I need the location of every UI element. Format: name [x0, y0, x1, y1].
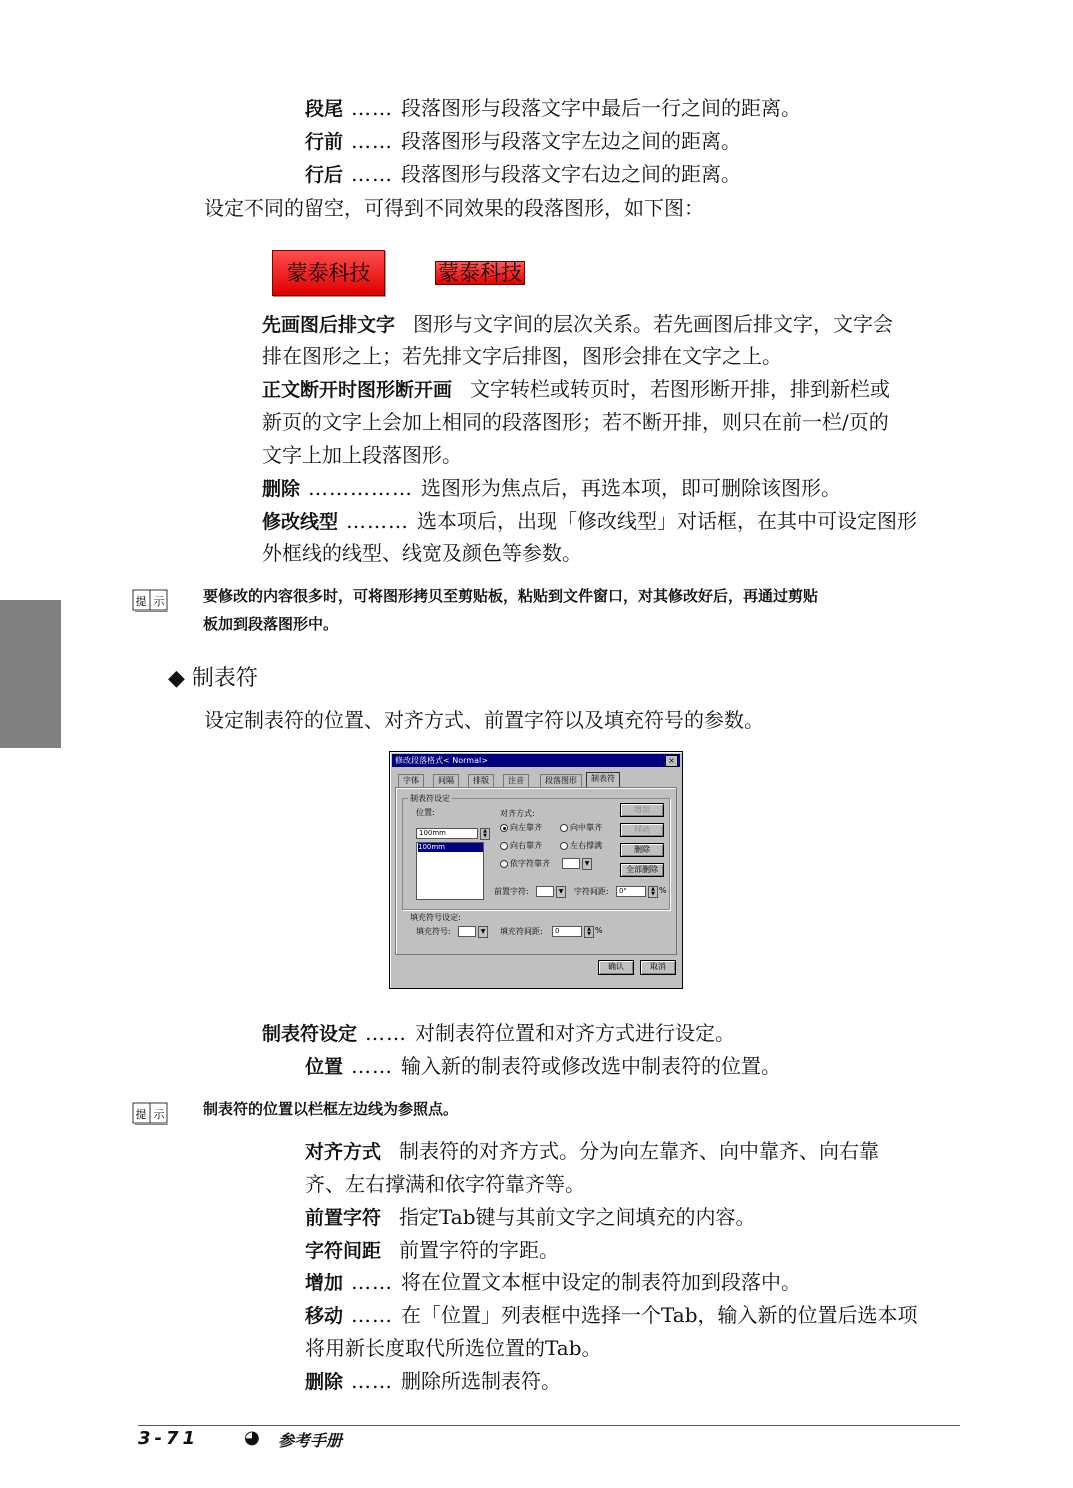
- tip-text: 要修改的内容很多时，可将图形拷贝至剪贴板，粘贴到文件窗口，对其修改好后，再通过剪贴: [203, 587, 819, 605]
- fill-label: 填充符号:: [416, 927, 451, 936]
- term: 移动: [305, 1305, 344, 1327]
- radio-label: 向中靠齐: [570, 823, 602, 832]
- radio-align-right[interactable]: [500, 842, 508, 850]
- svg-text:示: 示: [153, 595, 165, 608]
- term: 删除: [305, 1371, 344, 1393]
- description: 文字转栏或转页时，若图形断开排，排到新栏或: [470, 377, 891, 401]
- chapter-side-tab: [0, 600, 61, 748]
- item-hanghou: [305, 160, 741, 189]
- tab-font[interactable]: 字体: [398, 774, 424, 787]
- section-title: 制表符: [191, 666, 258, 691]
- align-char-input[interactable]: [562, 858, 580, 869]
- term: 增加: [305, 1272, 344, 1294]
- dialog-titlebar: [392, 754, 680, 767]
- prefix-input[interactable]: [536, 886, 554, 897]
- description-cont: 文字上加上段落图形。: [262, 443, 462, 467]
- term: 位置: [305, 1056, 344, 1078]
- align-label: 对齐方式:: [500, 809, 535, 818]
- page-number: 3-71: [138, 1428, 200, 1449]
- cancel-button[interactable]: 取消: [640, 960, 676, 975]
- description: 输入新的制表符或修改选中制表符的位置。: [401, 1054, 782, 1078]
- description-cont: 将用新长度取代所选位置的Tab。: [305, 1336, 602, 1360]
- footer-rule: [138, 1425, 960, 1426]
- position-spinner[interactable]: ▲ ▼: [480, 828, 490, 840]
- chevron-down-icon[interactable]: ▼: [478, 926, 488, 938]
- prefix-label: 前置字符:: [494, 887, 529, 896]
- description: 段落图形与段落文字中最后一行之间的距离。: [401, 96, 802, 120]
- radio-align-char[interactable]: [500, 860, 508, 868]
- chevron-down-icon[interactable]: ▼: [582, 858, 592, 870]
- term: 制表符设定: [262, 1023, 358, 1045]
- description: 指定Tab键与其前文字之间填充的内容。: [399, 1205, 756, 1229]
- position-list[interactable]: [416, 842, 484, 900]
- percent-unit: %: [595, 926, 603, 935]
- radio-label: 向左靠齐: [510, 823, 542, 832]
- term: 前置字符: [305, 1207, 382, 1229]
- radio-justify[interactable]: [560, 842, 568, 850]
- option-modify-line: [262, 507, 917, 536]
- radio-label: 向右靠齐: [510, 841, 542, 850]
- leader-dots: ……: [351, 129, 394, 153]
- tip-text-cont: 板加到段落图形中。: [203, 615, 339, 633]
- item-delete: [305, 1367, 561, 1396]
- option-break-graphic: [262, 375, 890, 404]
- term: 删除: [262, 478, 301, 500]
- term: 字符间距: [305, 1240, 382, 1262]
- description-cont: 外框线的线型、线宽及颜色等参数。: [262, 541, 582, 565]
- ok-button[interactable]: 确认: [598, 960, 634, 975]
- description: 段落图形与段落文字右边之间的距离。: [401, 162, 742, 186]
- description: 在「位置」列表框中选择一个Tab，输入新的位置后选本项: [401, 1303, 918, 1327]
- description: 将在位置文本框中设定的制表符加到段落中。: [401, 1270, 802, 1294]
- item-align: [305, 1137, 879, 1166]
- item-hangqian: [305, 127, 741, 156]
- percent-unit: %: [659, 886, 667, 895]
- footer-title: 参考手册: [278, 1431, 343, 1450]
- fill-input[interactable]: [458, 926, 476, 937]
- radio-label: 依字符靠齐: [510, 859, 550, 868]
- description: 选本项后，出现「修改线型」对话框，在其中可设定图形: [417, 509, 918, 533]
- description: 段落图形与段落文字左边之间的距离。: [401, 129, 742, 153]
- item-add: [305, 1268, 801, 1297]
- description-cont: 排在图形之上；若先排文字后排图，图形会排在文字之上。: [262, 344, 782, 368]
- spacing-input[interactable]: 0": [616, 886, 646, 897]
- delete-button[interactable]: 删除: [620, 843, 664, 857]
- fill-group-label: 填充符号设定:: [410, 913, 461, 922]
- position-label: 位置:: [416, 808, 435, 817]
- section-desc: 设定制表符的位置、对齐方式、前置字符以及填充符号的参数。: [204, 708, 764, 732]
- option-draw-first: [262, 310, 893, 339]
- leader-dots: ……: [365, 1021, 408, 1045]
- term: 行前: [305, 131, 344, 153]
- sample-graphic-tight: 蒙泰科技: [435, 261, 525, 285]
- description: 制表符的对齐方式。分为向左靠齐、向中靠齐、向右靠: [399, 1139, 880, 1163]
- tab-panel: [395, 787, 677, 955]
- tab-phonetic[interactable]: 注音: [503, 774, 529, 787]
- item-position: [305, 1052, 781, 1081]
- fill-spacing-spinner[interactable]: ▲ ▼: [584, 926, 594, 938]
- term: 段尾: [305, 98, 344, 120]
- item-prefix: [305, 1203, 756, 1232]
- diamond-bullet-icon: ◆: [168, 666, 185, 691]
- tip-icon: [131, 1101, 169, 1125]
- option-delete: [262, 474, 841, 503]
- tip-icon: [131, 588, 169, 612]
- leader-dots: ……: [351, 96, 394, 120]
- leader-dots: ……………: [308, 476, 414, 500]
- description: 对制表符位置和对齐方式进行设定。: [415, 1021, 736, 1045]
- tab-paragraph-graphic[interactable]: 段落图形: [540, 774, 582, 787]
- description: 选图形为焦点后，再选本项，即可删除该图形。: [421, 476, 842, 500]
- term: 先画图后排文字: [262, 314, 396, 336]
- intro-text: 设定不同的留空，可得到不同效果的段落图形，如下图：: [204, 196, 704, 220]
- svg-text:提: 提: [135, 1108, 147, 1121]
- dialog-title: 修改段落格式< Normal>: [395, 756, 488, 765]
- section-heading: [168, 664, 258, 694]
- close-icon[interactable]: ×: [665, 755, 678, 767]
- item-char-spacing: [305, 1236, 559, 1265]
- spacing-label: 字符间距:: [574, 887, 609, 896]
- fill-spacing-input[interactable]: 0: [552, 926, 582, 937]
- description: 前置字符的字距。: [399, 1238, 560, 1262]
- leader-dots: ……: [351, 1054, 394, 1078]
- svg-text:示: 示: [153, 1108, 165, 1121]
- tab-layout[interactable]: 排版: [468, 774, 494, 787]
- tab-spacing[interactable]: 间隔: [433, 774, 459, 787]
- description: 图形与文字间的层次关系。若先画图后排文字，文字会: [413, 312, 894, 336]
- term: 对齐方式: [305, 1141, 382, 1163]
- tab-tabs[interactable]: 制表符: [586, 772, 620, 787]
- item-move: [305, 1301, 918, 1330]
- term: 修改线型: [262, 511, 339, 533]
- add-button[interactable]: 增加: [620, 803, 664, 817]
- term: 行后: [305, 164, 344, 186]
- circle-half-icon: ◕: [244, 1427, 260, 1448]
- radio-label: 左右撑满: [570, 841, 602, 850]
- spacing-spinner[interactable]: ▲ ▼: [648, 886, 658, 898]
- leader-dots: ……: [351, 1369, 394, 1393]
- tip-text: 制表符的位置以栏框左边线为参照点。: [203, 1100, 459, 1118]
- item-tab-settings: [262, 1019, 735, 1048]
- position-list-item[interactable]: 100mm: [418, 843, 483, 852]
- leader-dots: ……: [351, 162, 394, 186]
- radio-align-left[interactable]: [500, 824, 508, 832]
- sample-graphic-padded: 蒙泰科技: [272, 250, 385, 296]
- move-button[interactable]: 移动: [620, 823, 664, 837]
- group-label: 制表符设定: [410, 794, 450, 803]
- fill-spacing-label: 填充符间距:: [500, 927, 543, 936]
- radio-align-center[interactable]: [560, 824, 568, 832]
- leader-dots: ………: [346, 509, 410, 533]
- leader-dots: ……: [351, 1303, 394, 1327]
- position-input[interactable]: 100mm: [416, 828, 478, 839]
- svg-text:提: 提: [135, 595, 147, 608]
- item-duanwei: [305, 94, 801, 123]
- chevron-down-icon[interactable]: ▼: [556, 886, 566, 898]
- leader-dots: ……: [351, 1270, 394, 1294]
- description: 删除所选制表符。: [401, 1369, 562, 1393]
- description-cont: 新页的文字上会加上相同的段落图形；若不断开排，则只在前一栏/页的: [262, 410, 889, 434]
- term: 正文断开时图形断开画: [262, 379, 453, 401]
- description-cont: 齐、左右撑满和依字符靠齐等。: [305, 1172, 585, 1196]
- delete-all-button[interactable]: 全部删除: [620, 863, 664, 877]
- dialog-modify-paragraph-format: [389, 751, 683, 989]
